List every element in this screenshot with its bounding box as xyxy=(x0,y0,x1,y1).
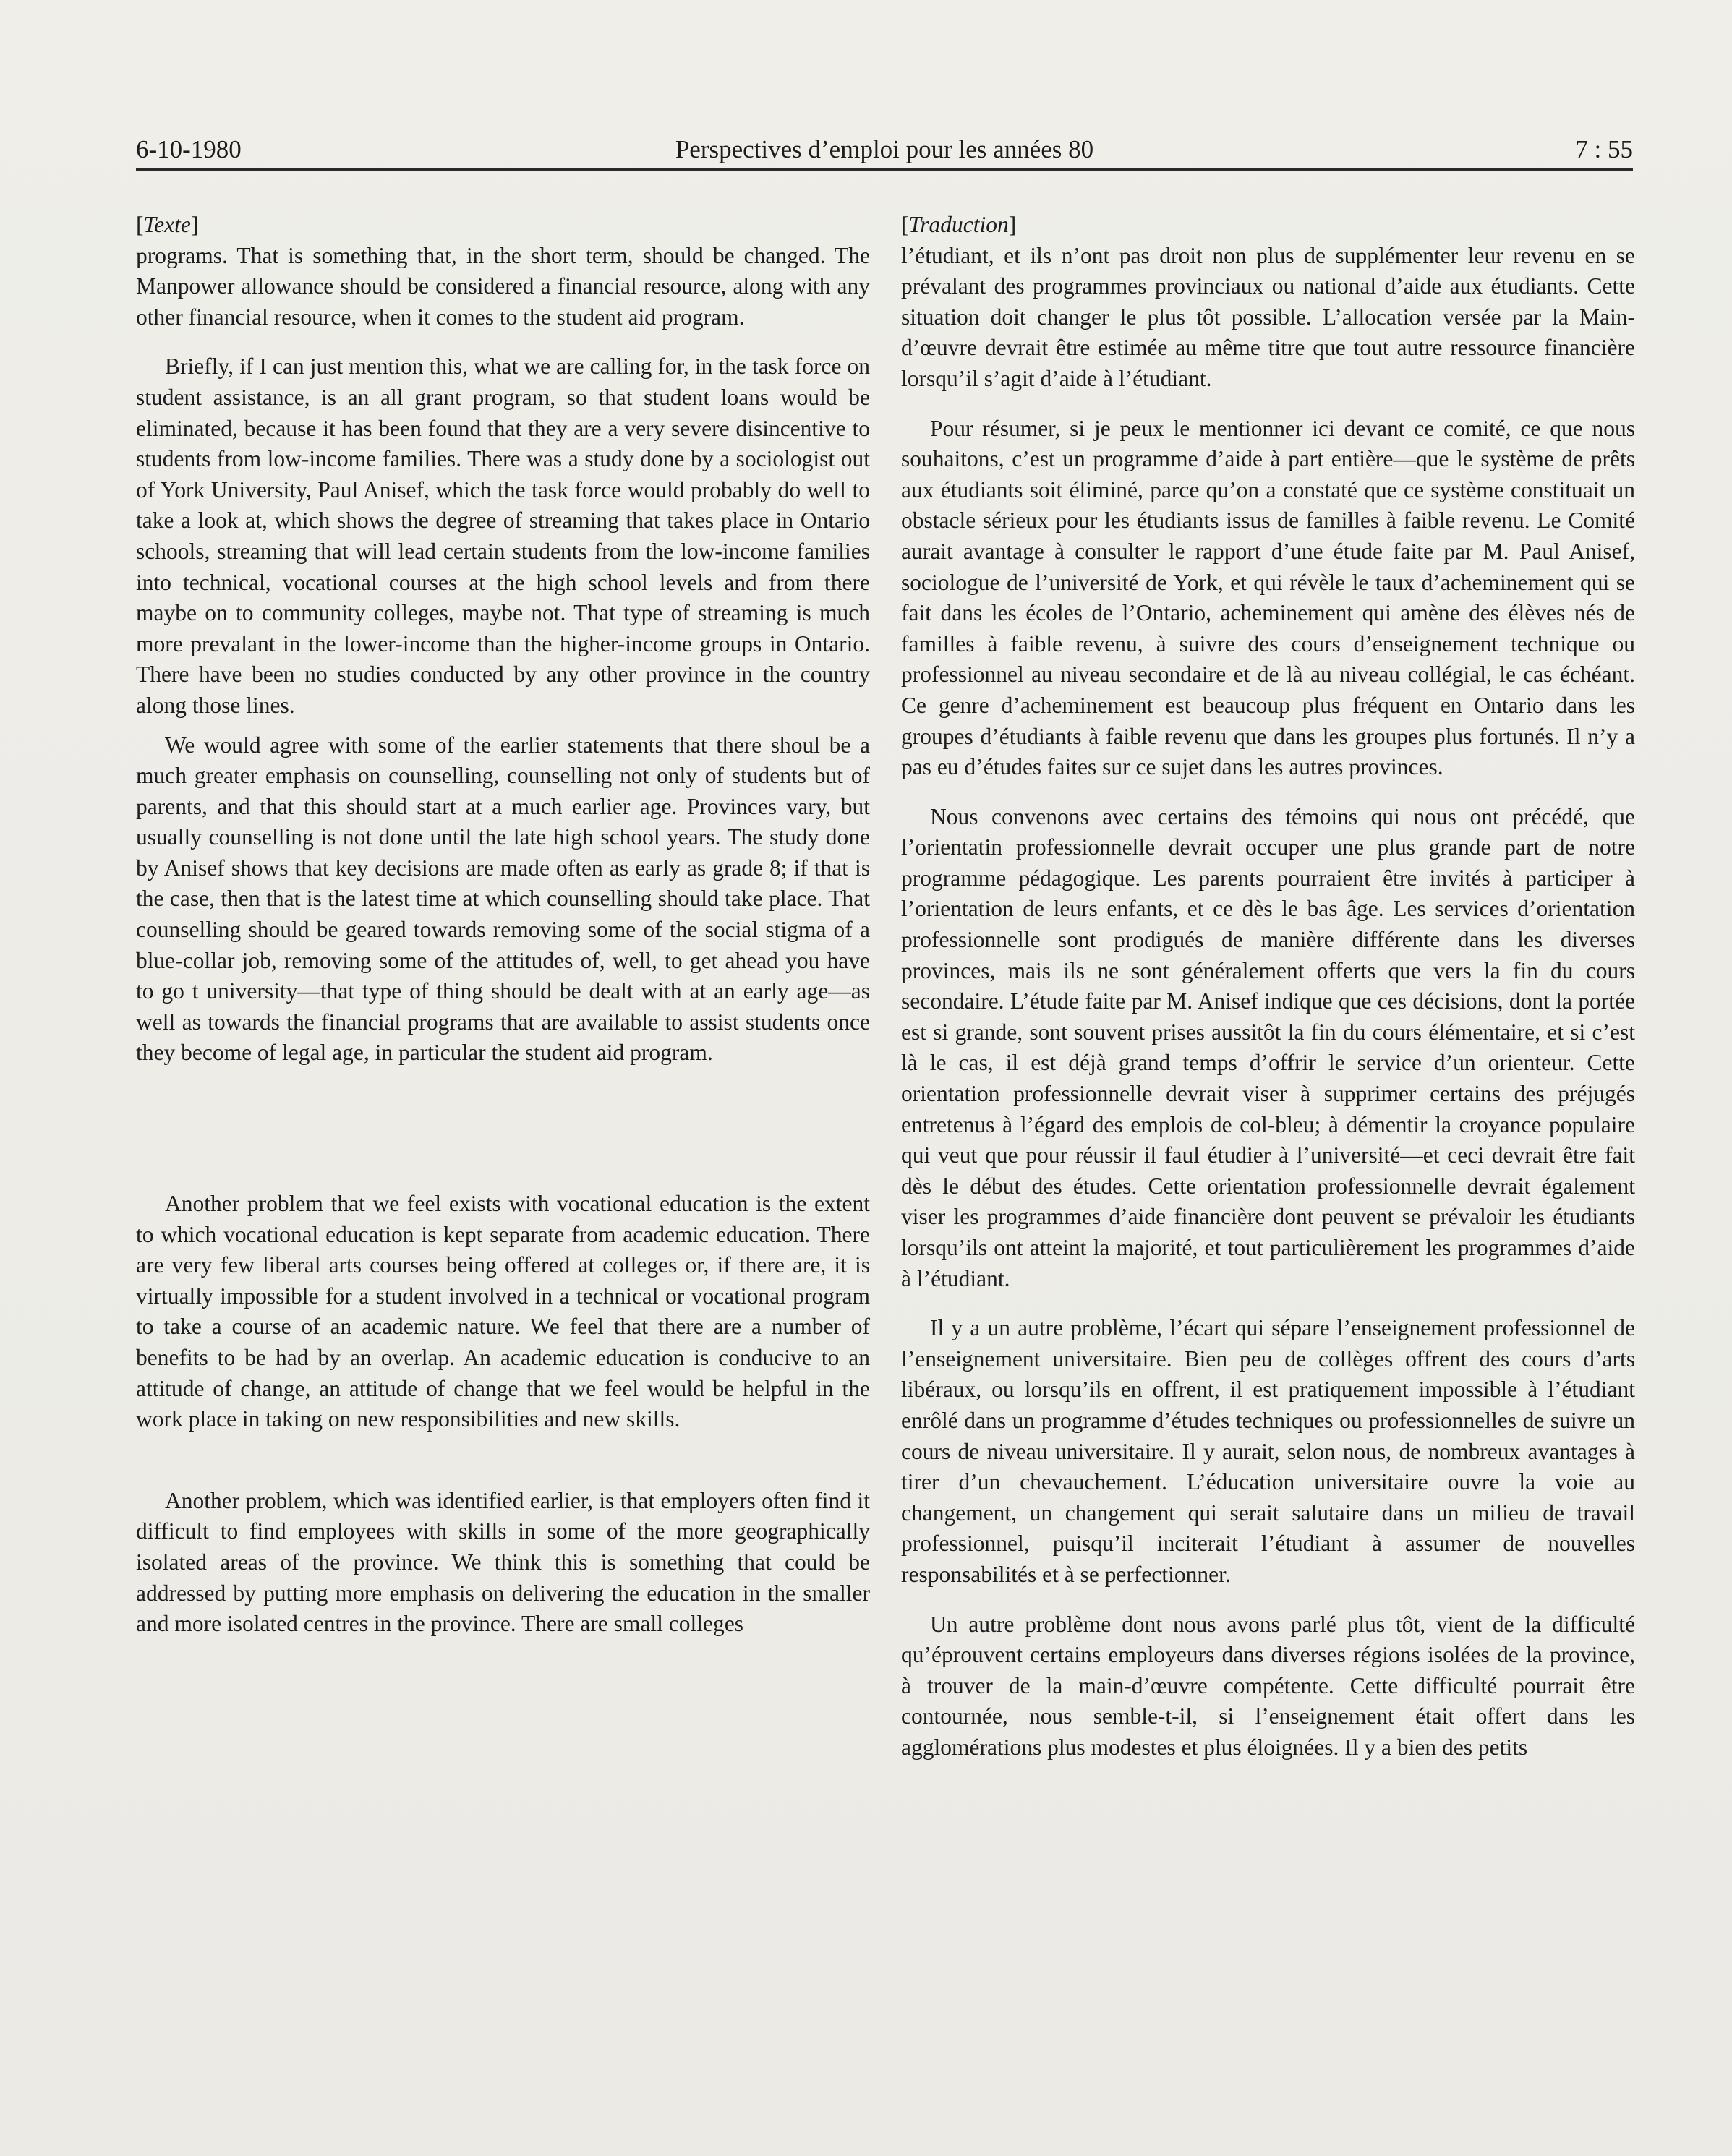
running-head xyxy=(136,134,1633,170)
french-paragraph-1: l’étudiant, et ils n’ont pas droit non plus de supplémenter leur revenu en se prévalant des programmes provinciaux ou national d’aide aux étudiants. Cette situation doit changer le plus tôt possible. L’allocation versée par la Main-d’œuvre devrait être estimée au même titre que tout autre ressource financière lorsqu’il s’agit d’aide à l’étudiant. xyxy=(901,242,1635,391)
column-english xyxy=(136,210,870,1640)
column-label-english: [Texte] xyxy=(136,212,199,237)
french-paragraph-5: Un autre problème dont nous avons parlé plus tôt, vient de la difficulté qu’éprouvent certains employeurs dans diverses régions isolées de la province, à trouver de la main-d’œuvre compétente. Cette difficulté pourrait être contournée, nous semble-t-il, si l’enseignement était offert dans les agglomérations plus modestes et plus éloignées. Il y a bien des petits xyxy=(901,1611,1635,1760)
english-paragraph-4: Another problem that we feel exists with vocational education is the extent to which vocational education is kept separate from academic education. There are very few liberal arts courses being offered at colleges or, if there are, it is virtually impossible for a student involved in a technical or vocational program to take a course of an academic nature. We feel that there are a number of benefits to be had by an overlap. An academic education is conducive to an attitude of change, an attitude of change that we feel would be helpful in the work place in taking on new responsibilities and new skills. xyxy=(136,1191,870,1432)
header-title: Perspectives d’emploi pour les années 80 xyxy=(675,135,1094,163)
column-french xyxy=(901,210,1635,1763)
column-label-french: [Traduction] xyxy=(901,212,1017,237)
english-paragraph-2: Briefly, if I can just mention this, what we are calling for, in the task force on student assistance, is an all grant program, so that student loans would be eliminated, because it has been found that they are a very severe disincentive to students from low-income families. There was a study done by a sociologist out of York University, Paul Anisef, which the task force would probably do well to take a look at, which shows the degree of streaming that takes place in Ontario schools, streaming that will lead certain students from the low-income families into technical, vocational courses at the high school levels and from there maybe on to community colleges, maybe not. That type of streaming is much more prevalant in the lower-income than the higher-income groups in Ontario. There have been no studies conducted by any other province in the country along those lines. xyxy=(136,354,870,718)
english-paragraph-3: We would agree with some of the earlier statements that there shoul be a much greater emphasis on counselling, counselling not only of students but of parents, and that this should start at a much earlier age. Provinces vary, but usually counselling is not done until the late high school years. The study done by Anisef shows that key decisions are made often as early as grade 8; if that is the case, then that is the latest time at which counselling should take place. That counselling should be geared towards removing some of the social stigma of a blue-collar job, removing some of the attitudes of, well, to get ahead you have to go t university—that type of thing should be dealt with at an early age—as well as towards the financial programs that are available to assist students once they become of legal age, in particular the student aid program. xyxy=(136,732,870,1066)
french-paragraph-2: Pour résumer, si je peux le mentionner ici devant ce comité, ce que nous souhaitons, c’est un programme d’aide à part entière—que le système de prêts aux étudiants soit éliminé, parce qu’on a constaté que ce système constituait un obstacle sérieux pour les étudiants issus de familles à faible revenu. Le Comité aurait avantage à consulter le rapport d’une étude faite par M. Paul Anisef, sociologue de l’université de York, et qui révèle le taux d’acheminement qui se fait dans les écoles de l’Ontario, acheminement qui amène des élèves nés de familles à faible revenu, à suivre des cours d’enseignement technique ou professionnel au niveau secondaire et de là au niveau collégial, le cas échéant. Ce genre d’acheminement est beaucoup plus fréquent en Ontario dans les groupes d’étudiants à faible revenu que dans les groupes plus fortunés. Il n’y a pas eu d’études faites sur ce sujet dans les autres provinces. xyxy=(901,415,1635,780)
english-paragraph-1: programs. That is something that, in the short term, should be changed. The Manpower allowance should be considered a financial resource, along with any other financial resource, when it comes to the student aid program. xyxy=(136,242,870,330)
english-paragraph-5: Another problem, which was identified earlier, is that employers often find it difficult to find employees with skills in some of the more geographically isolated areas of the province. We think this is something that could be addressed by putting more emphasis on delivering the education in the smaller and more isolated centres in the province. There are small colleges xyxy=(136,1487,870,1637)
header-date: 6-10-1980 xyxy=(136,135,242,163)
french-paragraph-4: Il y a un autre problème, l’écart qui sépare l’enseignement professionnel de l’enseignement universitaire. Bien peu de collèges offrent des cours d’arts libéraux, ou lorsqu’ils en offrent, il est pratiquement impossible à l’étudiant enrôlé dans un programme d’études techniques ou professionnelles de suivre un cours de niveau universitaire. Il y aurait, selon nous, de nombreux avantages à tirer d’un chevauchement. L’éducation universitaire ouvre la voie au changement, un changement qui serait salutaire dans un milieu de travail professionnel, puisqu’il inciterait l’étudiant à assumer de nouvelles responsabilités et à se perfectionner. xyxy=(901,1315,1635,1587)
french-paragraph-3: Nous convenons avec certains des témoins qui nous ont précédé, que l’orientatin professionnelle devrait occuper une plus grande part de notre programme pédagogique. Les parents pourraient être invités à participer à l’orientation de leurs enfants, et ce dès le bas âge. Les services d’orientation professionnelle sont prodigués de manière différente dans les diverses provinces, mais ils ne sont généralement offerts que vers la fin du cours secondaire. L’étude faite par M. Anisef indique que ces décisions, dont la portée est si grande, sont souvent prises aussitôt la fin du cours élémentaire, et si c’est là le cas, il est déjà grand temps d’offrir le service d’un orienteur. Cette orientation professionnelle devrait viser à supprimer certains des préjugés entretenus à l’égard des emplois de col-bleu; à démentir la croyance populaire qui veut que pour réussir il faul étudier à l’université—et ceci devrait être fait dès le début des études. Cette orientation professionnelle devrait également viser les programmes d’aide financière dont peuvent se prévaloir les étudiants lorsqu’ils ont atteint la majorité, et tout particulièrement les programmes d’aide à l’étudiant. xyxy=(901,803,1635,1291)
header-page-number: 7 : 55 xyxy=(1575,135,1633,163)
header-rule xyxy=(136,168,1633,171)
